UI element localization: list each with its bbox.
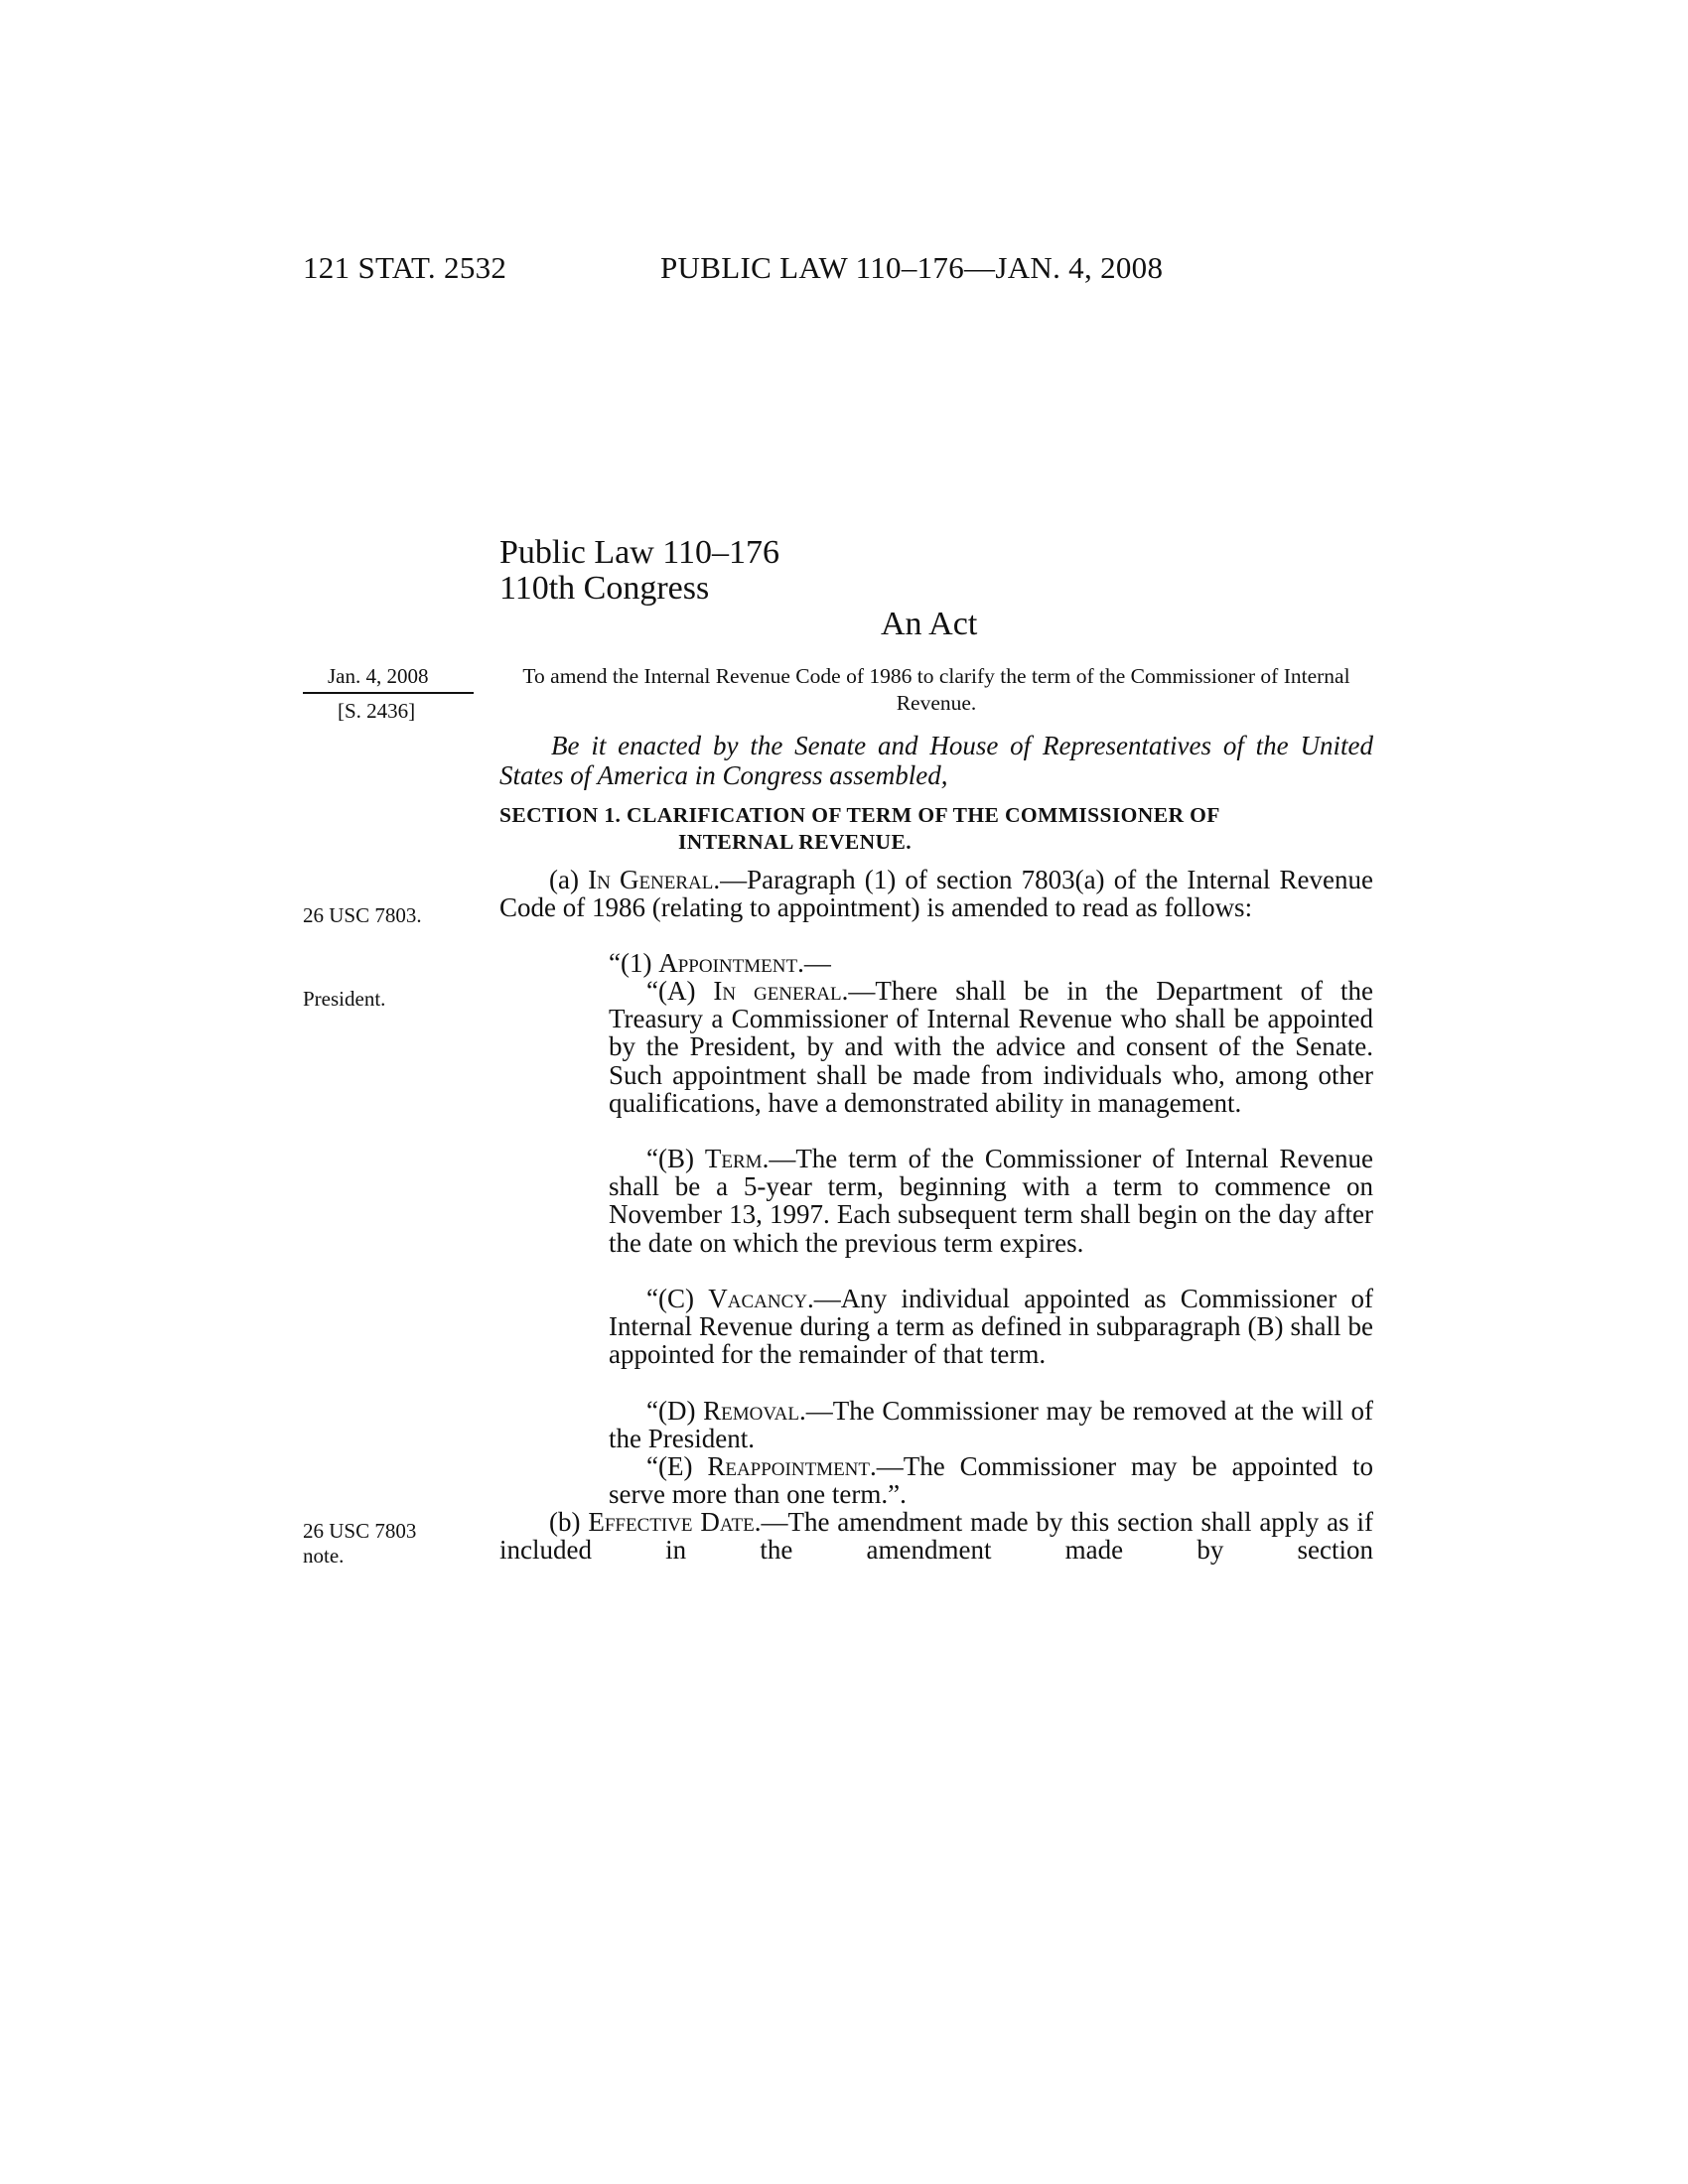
- law-number: Public Law 110–176: [499, 534, 780, 571]
- margin-usc-citation: 26 USC 7803.: [303, 903, 422, 927]
- subparagraph-b-prefix: “(B): [646, 1144, 705, 1173]
- margin-date: Jan. 4, 2008: [328, 664, 429, 688]
- margin-rule: [303, 692, 474, 694]
- subparagraph-c: [609, 1285, 1373, 1369]
- subparagraph-c-caption: Vacancy: [708, 1284, 807, 1313]
- subparagraph-c-prefix: “(C): [646, 1284, 709, 1313]
- subparagraph-b: [609, 1145, 1373, 1257]
- subparagraph-a: [609, 977, 1373, 1117]
- subparagraph-c-text: .—Any individual appointed as Commissioner of Internal Revenue during a term as defined in subparagraph (B) shall be appointed for the remainder of that term.: [609, 1284, 1373, 1370]
- subsection-b: [499, 1508, 1373, 1564]
- page-reference: 121 STAT. 2532: [303, 250, 507, 285]
- paragraph-1-caption: Appointment: [658, 948, 798, 978]
- section-heading: [499, 802, 1373, 856]
- subparagraph-e-caption: Reappointment: [707, 1451, 871, 1481]
- section-heading-line1: SECTION 1. CLARIFICATION OF TERM OF THE COMMISSIONER OF: [499, 803, 1220, 827]
- subsection-a-prefix: (a): [549, 865, 589, 894]
- subparagraph-e: [609, 1452, 1373, 1508]
- subparagraph-a-prefix: “(A): [646, 976, 714, 1006]
- section-heading-line2: INTERNAL REVENUE.: [678, 830, 912, 854]
- paragraph-1: [609, 949, 1373, 977]
- subparagraph-d-caption: Removal: [703, 1396, 799, 1426]
- subparagraph-d-prefix: “(D): [646, 1396, 704, 1426]
- subsection-b-prefix: (b): [549, 1507, 589, 1537]
- subparagraph-d: [609, 1397, 1373, 1452]
- enacting-clause: Be it enacted by the Senate and House of Representatives of the United States of America in Congress assembled,: [499, 731, 1373, 790]
- margin-note-label: note.: [303, 1544, 345, 1568]
- subsection-a-caption: In General: [588, 865, 714, 894]
- subsection-b-caption: Effective Date: [588, 1507, 755, 1537]
- running-head-title: PUBLIC LAW 110–176—JAN. 4, 2008: [660, 250, 1164, 285]
- subsection-a-text: .—Paragraph (1) of section 7803(a) of the Internal Revenue Code of 1986 (relating to appointment) is amended to read as follows:: [499, 865, 1373, 923]
- margin-usc-note-citation: 26 USC 7803: [303, 1519, 417, 1543]
- paragraph-1-prefix: “(1): [609, 948, 659, 978]
- subparagraph-a-text: .—There shall be in the Department of the Treasury a Commissioner of Internal Revenue who shall be appointed by the President, by and with the advice and consent of the Senate. Such appointment shall be made from individuals who, among other qualifications, have a demonstrated ability in management.: [609, 976, 1374, 1118]
- act-purpose: To amend the Internal Revenue Code of 1986 to clarify the term of the Commissioner of Internal Revenue.: [522, 664, 1350, 715]
- subsection-a: [499, 866, 1373, 921]
- act-label: An Act: [881, 606, 978, 642]
- subparagraph-b-text: .—The term of the Commissioner of Internal Revenue shall be a 5-year term, beginning with a term to commence on November 13, 1997. Each subsequent term shall begin on the day after the date on which the previous term expires.: [609, 1144, 1373, 1258]
- subparagraph-a-caption: In general: [713, 976, 842, 1006]
- subparagraph-e-prefix: “(E): [646, 1451, 708, 1481]
- subparagraph-d-text: .—The Commissioner may be removed at the will of the President.: [609, 1396, 1373, 1454]
- subparagraph-e-text: .—The Commissioner may be appointed to serve more than one term.”.: [609, 1451, 1373, 1510]
- margin-president-note: President.: [303, 987, 386, 1011]
- congress: 110th Congress: [499, 570, 710, 607]
- paragraph-1-text: .—: [797, 948, 831, 978]
- subparagraph-b-caption: Term: [704, 1144, 763, 1173]
- margin-bill-number: [S. 2436]: [338, 699, 416, 723]
- subsection-b-text: .—The amendment made by this section shall apply as if included in the amendment made by section: [499, 1507, 1374, 1566]
